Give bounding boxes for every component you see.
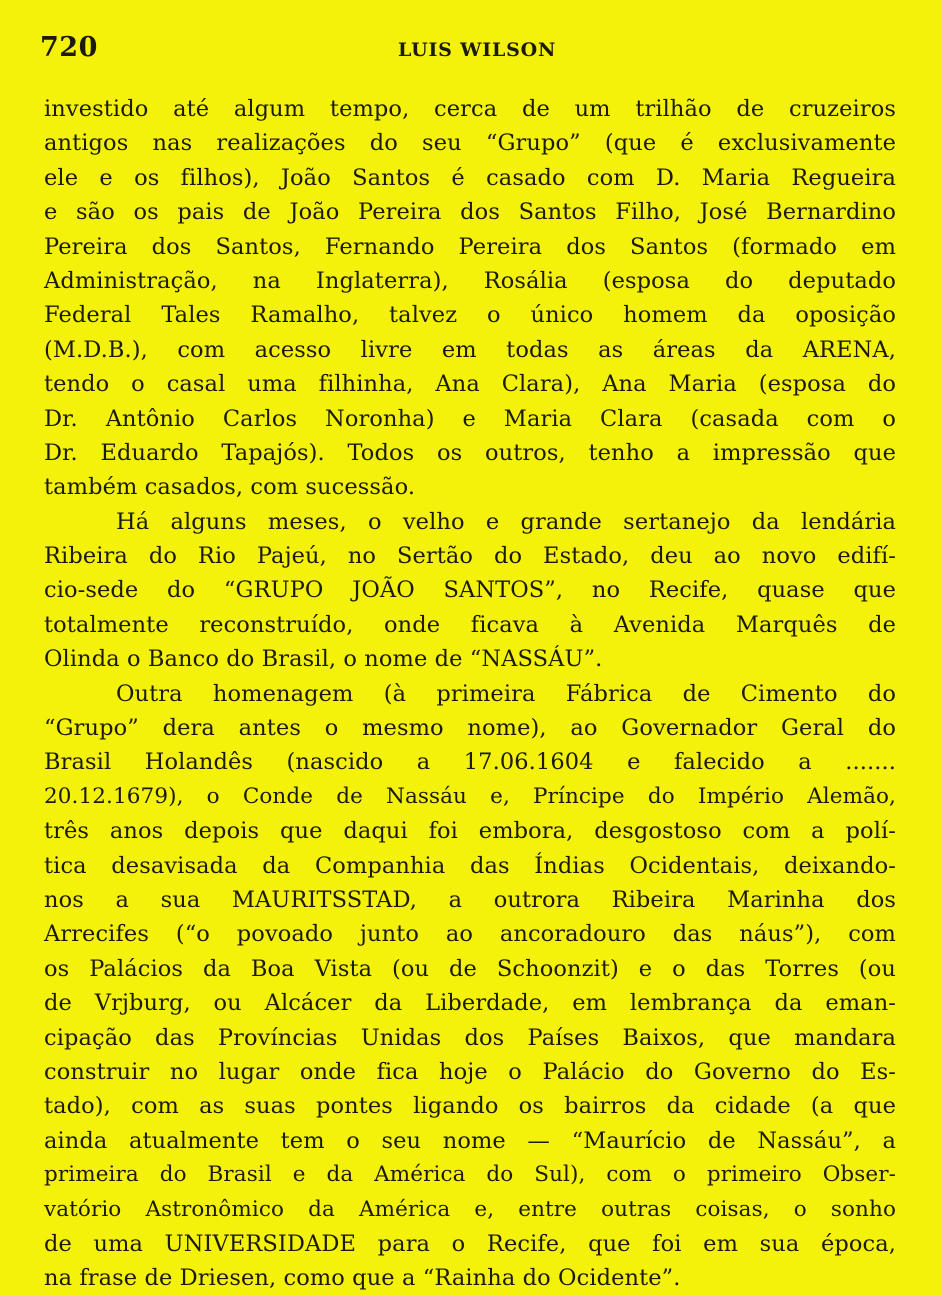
- text-line: ele e os filhos), João Santos é casado com D. Maria Regueira: [44, 164, 896, 191]
- text-line: Administração, na Inglaterra), Rosália (esposa do deputado: [44, 267, 896, 294]
- text-line: também casados, com sucessão.: [44, 474, 416, 501]
- text-line: Pereira dos Santos, Fernando Pereira dos Santos (formado em: [44, 233, 896, 260]
- text-line: Ribeira do Rio Pajeú, no Sertão do Estado, deu ao novo edifí-: [44, 543, 896, 570]
- text-line: Brasil Holandês (nascido a 17.06.1604 e falecido a .......: [44, 749, 896, 776]
- text-line: primeira do Brasil e da América do Sul), com o primeiro Obser-: [44, 1162, 896, 1188]
- text-line: na frase de Driesen, como que a “Rainha do Ocidente”.: [44, 1265, 681, 1292]
- text-line: de Vrjburg, ou Alcácer da Liberdade, em lembrança da eman-: [44, 990, 896, 1017]
- text-line: de uma UNIVERSIDADE para o Recife, que foi em sua época,: [44, 1230, 896, 1257]
- text-line: Dr. Antônio Carlos Noronha) e Maria Clara (casada com o: [44, 405, 896, 432]
- text-line: Olinda o Banco do Brasil, o nome de “NASSÁU”.: [44, 646, 603, 673]
- text-line: Há alguns meses, o velho e grande sertanejo da lendária: [116, 508, 896, 535]
- text-line: os Palácios da Boa Vista (ou de Schoonzit) e o das Torres (ou: [44, 955, 896, 982]
- text-line: Outra homenagem (à primeira Fábrica de Cimento do: [116, 680, 896, 707]
- text-line: Federal Tales Ramalho, talvez o único homem da oposição: [44, 302, 896, 329]
- text-line: tado), com as suas pontes ligando os bairros da cidade (a que: [44, 1093, 896, 1120]
- text-line: “Grupo” dera antes o mesmo nome), ao Governador Geral do: [44, 715, 896, 742]
- text-line: cio-sede do “GRUPO JOÃO SANTOS”, no Recife, quase que: [44, 577, 896, 604]
- text-line: Arrecifes (“o povoado junto ao ancoradouro das náus”), com: [44, 921, 896, 948]
- text-line: (M.D.B.), com acesso livre em todas as áreas da ARENA,: [44, 336, 896, 363]
- text-line: cipação das Províncias Unidas dos Países Baixos, que mandara: [44, 1024, 896, 1051]
- text-line: construir no lugar onde fica hoje o Palácio do Governo do Es-: [44, 1058, 896, 1085]
- text-line: antigos nas realizações do seu “Grupo” (que é exclusivamente: [44, 130, 896, 157]
- text-line: totalmente reconstruído, onde ficava à Avenida Marquês de: [44, 611, 896, 638]
- text-line: e são os pais de João Pereira dos Santos Filho, José Bernardino: [44, 199, 896, 226]
- page-number: 720: [40, 32, 98, 63]
- body-text: [44, 92, 896, 1296]
- running-head: LUIS WILSON: [398, 39, 557, 61]
- text-line: investido até algum tempo, cerca de um trilhão de cruzeiros: [44, 96, 896, 122]
- text-line: três anos depois que daqui foi embora, desgostoso com a polí-: [44, 818, 896, 845]
- text-line: ainda atualmente tem o seu nome — “Maurício de Nassáu”, a: [44, 1127, 896, 1154]
- text-line: 20.12.1679), o Conde de Nassáu e, Príncipe do Império Alemão,: [44, 783, 896, 809]
- text-line: tica desavisada da Companhia das Índias Ocidentais, deixando-: [44, 852, 896, 879]
- page-header: [40, 28, 900, 68]
- text-line: Dr. Eduardo Tapajós). Todos os outros, tenho a impressão que: [44, 439, 896, 466]
- text-line: vatório Astronômico da América e, entre outras coisas, o sonho: [44, 1196, 896, 1222]
- text-line: tendo o casal uma filhinha, Ana Clara), Ana Maria (esposa do: [44, 371, 896, 398]
- text-line: nos a sua MAURITSSTAD, a outrora Ribeira Marinha dos: [44, 886, 896, 913]
